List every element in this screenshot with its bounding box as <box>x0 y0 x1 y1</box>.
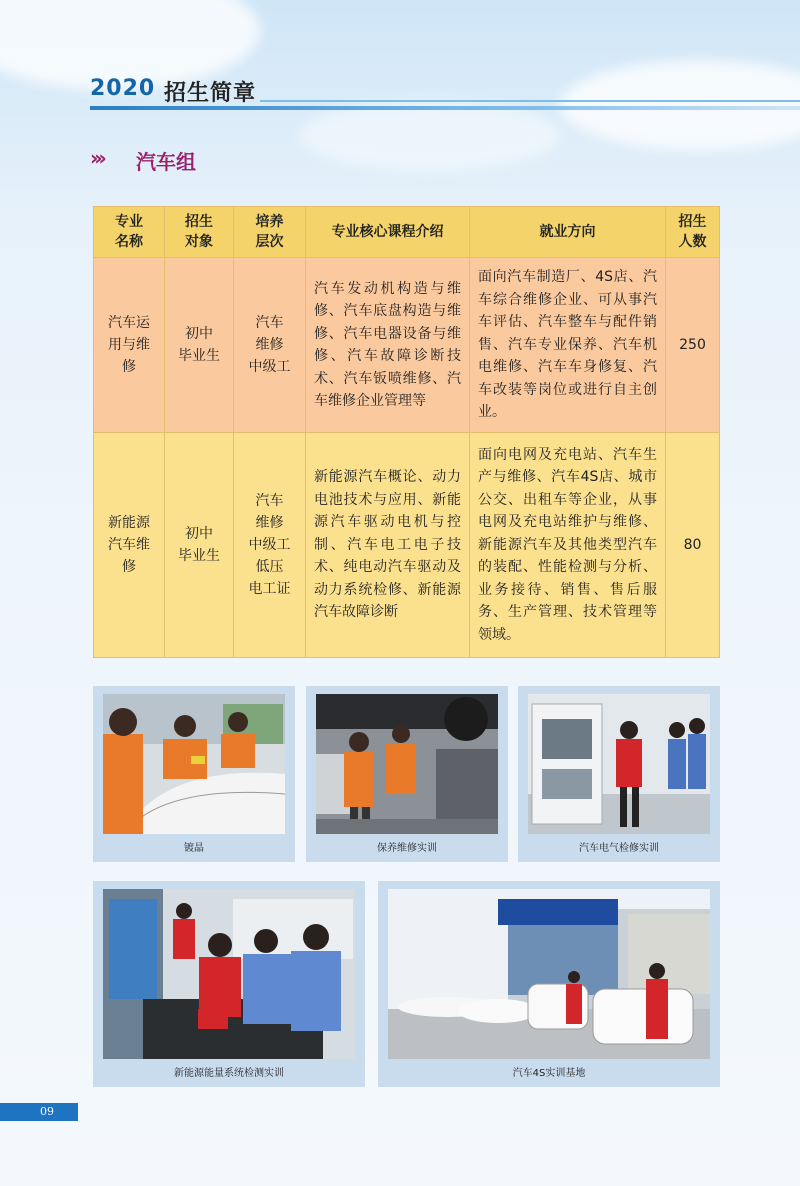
photo-caption: 汽车电气检修实训 <box>579 843 659 854</box>
page-header <box>90 72 800 112</box>
cell-count: 250 <box>666 258 720 433</box>
header-rule <box>90 106 800 110</box>
photo-caption: 保养维修实训 <box>377 843 437 854</box>
triple-chevron-icon: ››› <box>90 146 103 170</box>
col-header-count: 招生 人数 <box>666 207 720 258</box>
cell-jobs: 面向汽车制造厂、4S店、汽车综合维修企业、可从事汽车评估、汽车整车与配件销售、汽车专业保养、汽车机电维修、汽车车身修复、汽车改装等岗位或进行自主创业。 <box>470 258 666 433</box>
cell-major: 新能源 汽车维 修 <box>94 433 165 658</box>
cell-target: 初中 毕业生 <box>165 433 234 658</box>
page-number: 09 <box>0 1103 78 1121</box>
cell-courses: 汽车发动机构造与维修、汽车底盘构造与维修、汽车电器设备与维修、汽车故障诊断技术、汽车钣喷维修、汽车维修企业管理等 <box>306 258 470 433</box>
photo-maintenance <box>316 694 498 834</box>
photo-new-energy <box>103 889 355 1059</box>
table-row <box>94 258 720 433</box>
col-header-courses: 专业核心课程介绍 <box>306 207 470 258</box>
cell-target: 初中 毕业生 <box>165 258 234 433</box>
header-year: 2020 <box>90 76 156 101</box>
photo-card-electrical <box>518 686 720 862</box>
col-header-major: 专业 名称 <box>94 207 165 258</box>
photo-card-maintenance <box>306 686 508 862</box>
program-table <box>93 206 720 658</box>
photo-caption: 汽车4S实训基地 <box>512 1068 586 1079</box>
cell-level: 汽车 维修 中级工 低压 电工证 <box>234 433 306 658</box>
cell-count: 80 <box>666 433 720 658</box>
col-header-level: 培养 层次 <box>234 207 306 258</box>
photo-card-4s-base <box>378 881 720 1087</box>
col-header-target: 招生 对象 <box>165 207 234 258</box>
cell-major: 汽车运 用与维 修 <box>94 258 165 433</box>
section-title: 汽车组 <box>136 150 196 174</box>
photo-card-new-energy <box>93 881 365 1087</box>
table-header-row <box>94 207 720 258</box>
photo-caption: 镀晶 <box>184 843 204 854</box>
header-thin-line <box>260 100 800 102</box>
cell-courses: 新能源汽车概论、动力电池技术与应用、新能源汽车驱动电机与控制、汽车电工电子技术、纯电动汽车驱动及动力系统检修、新能源汽车故障诊断 <box>306 433 470 658</box>
table-row <box>94 433 720 658</box>
photo-4s-base <box>388 889 710 1059</box>
photo-caption: 新能源能量系统检测实训 <box>174 1068 284 1079</box>
photo-electrical <box>528 694 710 834</box>
photo-ceramic-coating <box>103 694 285 834</box>
photo-card-ceramic-coating <box>93 686 295 862</box>
cell-level: 汽车 维修 中级工 <box>234 258 306 433</box>
cell-jobs: 面向电网及充电站、汽车生产与维修、汽车4S店、城市公交、出租车等企业，从事电网及充电站维护与维修、新能源汽车及其他类型汽车的装配、性能检测与分析、业务接待、销售、售后服务、生产管理、技术管理等领域。 <box>470 433 666 658</box>
col-header-jobs: 就业方向 <box>470 207 666 258</box>
header-title: 招生简章 <box>164 81 257 106</box>
